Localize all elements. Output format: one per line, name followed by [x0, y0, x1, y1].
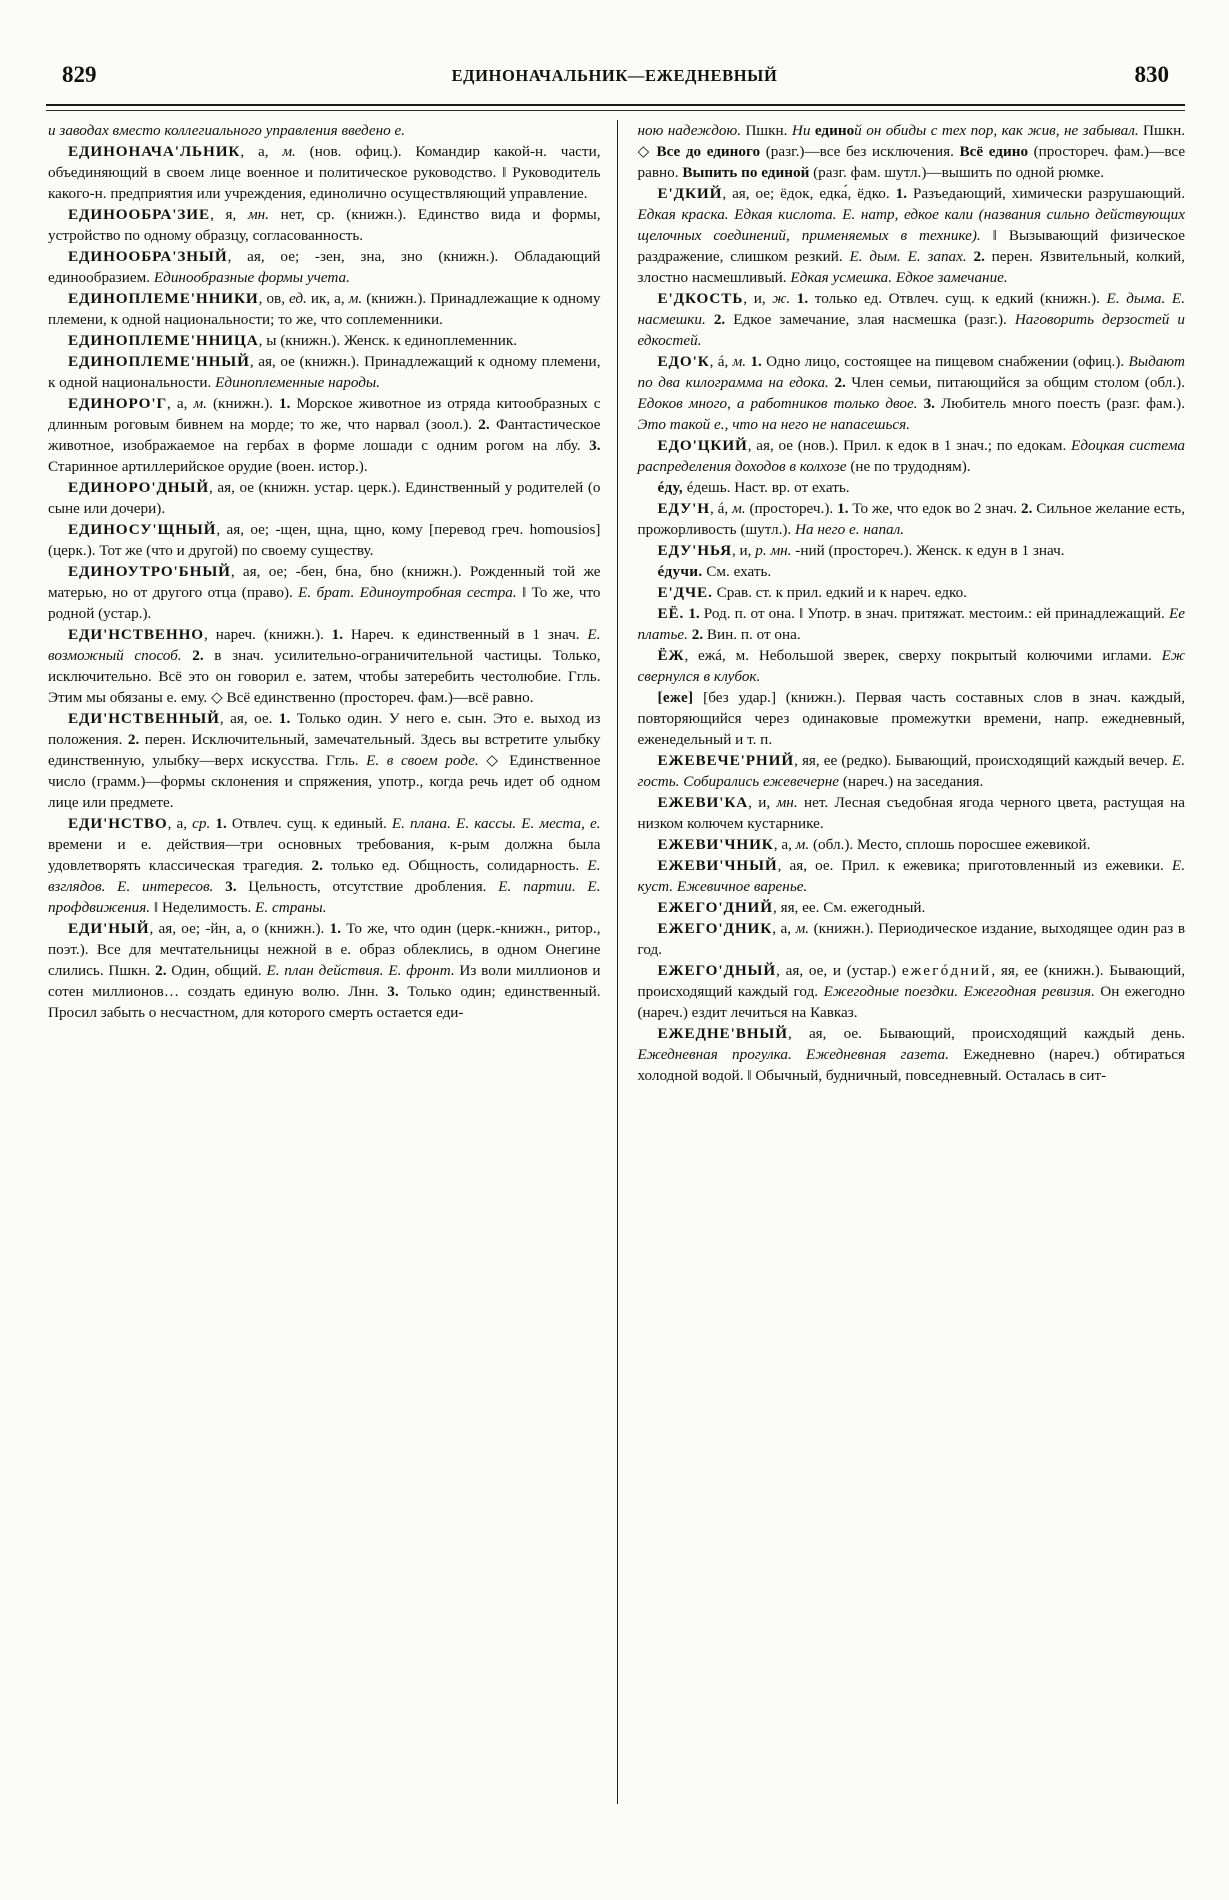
entry-headword: ЕЖЕВИ'КА — [657, 794, 749, 811]
entry-headword: ЕДИНООБРА'ЗИЕ — [68, 206, 211, 223]
entry-headword: ЕДИ'НЫЙ — [68, 920, 150, 937]
dictionary-entry — [48, 246, 601, 288]
dictionary-entry — [638, 792, 1186, 834]
dictionary-entry — [638, 960, 1186, 1023]
dictionary-entry — [638, 645, 1186, 687]
dictionary-entry — [638, 582, 1186, 603]
entry-headword: ЕЖЕГО'ДНИК — [657, 920, 773, 937]
entry-definition: , нареч. (книжн.). 1. Нареч. к единственный в 1 знач. Е. возможный способ. 2. в знач. усилительно-ограничительной частицы. Только, исключительно. Всё это он говорил е. затем, чтобы затеребить честолюбие. Ггль. Этим мы обязаны е. ему. ◇ Всё единственно (простореч. фам.)—всё равно. — [48, 626, 601, 706]
dictionary-entry — [638, 477, 1186, 498]
entry-definition: , ая, ое (книжн. устар. церк.). Единственный у родителей (о сыне или дочери). — [48, 479, 601, 517]
entry-headword: ЕДИНОРО'ДНЫЙ — [68, 479, 210, 496]
dictionary-entry — [638, 183, 1186, 288]
dictionary-entry — [48, 813, 601, 918]
dictionary-entry — [638, 351, 1186, 435]
running-head-title: ЕДИНОНАЧАЛЬНИК—ЕЖЕДНЕВНЫЙ — [451, 66, 778, 85]
entry-headword: ЕЖЕВИ'ЧНИК — [657, 836, 774, 853]
entry-definition: , ая, ое; -йн, а, о (книжн.). 1. То же, что один (церк.-книжн., ритор., поэт.). Все для мечтательницы нежной в е. образ облеклись, в одном Онегине слились. Пшкн. 2. Один, общий. Е. план действия. Е. фронт. Из воли миллионов и сотен миллионов… создать единую волю. Лнн. 3. Только один; единственный. Просил забыть о несчастном, для которого смерть остается еди- — [48, 920, 601, 1021]
text-columns — [48, 120, 1185, 1804]
entry-definition: éдешь. Наст. вр. от ехать. — [683, 479, 850, 496]
entry-headword: ЕДИНОСУ'ЩНЫЙ — [68, 521, 217, 538]
entry-headword: Е'ДКИЙ — [657, 185, 723, 202]
run-on-paragraph: ною надеждою. Пшкн. Ни единой он обиды с тех пор, как жив, не забывал. Пшкн. ◇ Все до единого (разг.)—все без исключения. Всё едино (простореч. фам.)—все равно. Выпить по единой (разг. фам. шутл.)—вышить по одной рюмке. — [637, 122, 1186, 181]
entry-definition: , а, м. (книжн.). 1. Морское животное из отряда китообразных с длинным роговым бивнем на морде; то же, что нарвал (зоол.). 2. Фантастическое животное, изображаемое на гербах в форме лошади с одним рогом на лбу. 3. Старинное артиллерийское орудие (воен. истор.). — [48, 395, 601, 475]
entry-definition: 1. Род. п. от она. ‖ Употр. в знач. притяжат. местоим.: ей принадлежащий. Ее платье. 2. Вин. п. от она. — [637, 605, 1185, 643]
entry-definition: Срав. ст. к прил. едкий и к нареч. едко. — [712, 584, 967, 601]
entry-headword: ЕЖЕВИ'ЧНЫЙ — [657, 857, 778, 874]
header-rule — [46, 104, 1185, 111]
dictionary-entry — [48, 330, 601, 351]
folio-right: 830 — [1134, 62, 1169, 87]
entry-headword: ЕДИНОПЛЕМЕ'ННИКИ — [68, 290, 259, 307]
entry-headword: ЕЖЕГО'ДНЫЙ — [657, 962, 777, 979]
running-head — [56, 62, 1173, 96]
entry-definition: , ая, ое; -зен, зна, зно (книжн.). Обладающий единообразием. Единообразные формы учета. — [48, 248, 601, 286]
dictionary-entry — [48, 477, 601, 519]
run-on-paragraph: и заводах вместо коллегиального управления введено е. — [48, 122, 406, 139]
entry-definition: , ежá, м. Небольшой зверек, сверху покрытый колючими иглами. Еж свернулся в клубок. — [637, 647, 1185, 685]
entry-definition: [без удар.] (книжн.). Первая часть составных слов в знач. каждый, повторяющийся через одинаковые промежутки времени, напр. ежедневный, еженедельный и т. п. — [637, 689, 1185, 748]
entry-definition: , á, м. 1. Одно лицо, состоящее на пищевом снабжении (офиц.). Выдают по два килограмма на едока. 2. Член семьи, питающийся за общим столом (обл.). Едоков много, а работников только двое. 3. Любитель много поесть (разг. фам.). Это такой е., что на него не напасешься. — [637, 353, 1186, 433]
dictionary-entry — [638, 897, 1186, 918]
dictionary-entry — [48, 918, 601, 1023]
entry-headword: ЁЖ — [657, 647, 685, 664]
entry-definition: , ы (книжн.). Женск. к единоплеменник. — [258, 332, 518, 349]
entry-definition: , а, м. (нов. офиц.). Командир какой-н. части, объединяющий в своем лице военное и политическое руководство. ‖ Руководитель какого-н. предприятия или учреждения, единолично осуществляющий управление. — [48, 143, 601, 202]
entry-headword: ЕДИНООБРА'ЗНЫЙ — [68, 248, 228, 265]
entry-headword: ЕДО'ЦКИЙ — [657, 437, 748, 454]
entry-definition: , яя, ее (редко). Бывающий, происходящий каждый вечер. Е. гость. Собирались ежевечерне (нареч.) на заседания. — [637, 752, 1185, 790]
entry-headword: ЕДИНОНАЧА'ЛЬНИК — [68, 143, 241, 160]
entry-headword: ЕДИНОРО'Г — [68, 395, 168, 412]
dictionary-entry — [48, 561, 601, 624]
column-right — [617, 120, 1186, 1804]
entry-definition: , а, ср. 1. Отвлеч. сущ. к единый. Е. плана. Е. кассы. Е. места, е. времени и е. действия—три основных требования, к-рым должна была удовлетворять классическая трагедия. 2. только ед. Общность, солидарность. Е. взглядов. Е. интересов. 3. Цельность, отсутствие дробления. Е. партии. Е. профдвижения. ‖ Неделимость. Е. страны. — [48, 815, 601, 916]
entry-definition: , и, мн. нет. Лесная съедобная ягода черного цвета, растущая на низком колючем кустарнике. — [637, 794, 1185, 832]
dictionary-entry — [638, 540, 1186, 561]
column-left — [48, 120, 617, 1804]
entry-headword: ЕЖЕДНЕ'ВНЫЙ — [657, 1025, 788, 1042]
entry-definition: , ая, ое. Прил. к ежевика; приготовленный из ежевики. Е. куст. Ежевичное варенье. — [637, 857, 1185, 895]
entry-definition: , ая, ое. Бывающий, происходящий каждый день. Ежедневная прогулка. Ежедневная газета. Ежедневно (нареч.) обтираться холодной водой. ‖ Обычный, будничный, повседневный. Осталась в сит- — [637, 1025, 1185, 1084]
dictionary-entry — [48, 141, 601, 204]
entry-definition: , á, м. (простореч.). 1. То же, что едок во 2 знач. 2. Сильное желание есть, прожорливость (шутл.). На него е. напал. — [637, 500, 1186, 538]
entry-definition: , ов, ед. ик, а, м. (книжн.). Принадлежащие к одному племени, к одной национальности; то же, что соплеменники. — [48, 290, 601, 328]
entry-headword: ЕЖЕВЕЧЕ'РНИЙ — [657, 752, 795, 769]
entry-definition: , а, м. (книжн.). Периодическое издание, выходящее один раз в год. — [637, 920, 1185, 958]
dictionary-entry — [638, 855, 1186, 897]
entry-definition: , и, р. мн. -ний (простореч.). Женск. к едун в 1 знач. — [731, 542, 1065, 559]
entry-headword: éдучи. — [657, 563, 703, 580]
entry-headword: ЕДИ'НСТВО — [68, 815, 168, 832]
entry-headword: ЕДИНОПЛЕМЕ'ННЫЙ — [68, 353, 250, 370]
entry-headword: Е'ДКОСТЬ — [657, 290, 744, 307]
entry-headword: ЕДИ'НСТВЕННЫЙ — [68, 710, 220, 727]
folio-left: 829 — [62, 62, 97, 87]
dictionary-entry — [638, 288, 1186, 351]
entry-definition: , яя, ее. См. ежегодный. — [772, 899, 926, 916]
entry-headword: Е'ДЧЕ. — [657, 584, 713, 601]
dictionary-entry — [638, 435, 1186, 477]
dictionary-entry — [48, 288, 601, 330]
dictionary-entry — [638, 1023, 1186, 1086]
entry-headword: ЕДИНОПЛЕМЕ'ННИЦА — [68, 332, 259, 349]
entry-headword: éду, — [657, 479, 683, 496]
dictionary-entry — [48, 708, 601, 813]
dictionary-entry — [638, 834, 1186, 855]
entry-definition: , ая, ое; -бен, бна, бно (книжн.). Рожденный той же матерью, но от другого отца (право). Е. брат. Единоутробная сестра. ‖ То же, что родной (устар.). — [48, 563, 601, 622]
dictionary-entry — [48, 519, 601, 561]
entry-definition: , а, м. (обл.). Место, сплошь поросшее ежевикой. — [773, 836, 1091, 853]
dictionary-entry — [638, 750, 1186, 792]
dictionary-entry — [638, 498, 1186, 540]
entry-headword: ЕДИНОУТРО'БНЫЙ — [68, 563, 231, 580]
dictionary-entry — [638, 687, 1186, 750]
entry-definition: , ая, ое (книжн.). Принадлежащий к одному племени, к одной национальности. Единоплеменные народы. — [48, 353, 601, 391]
entry-headword: ЕДУ'Н — [657, 500, 710, 517]
entry-definition: , ая, ое; -щен, щна, щно, кому [перевод греч. homousios] (церк.). Тот же (что и другой) по своему существу. — [48, 521, 601, 559]
entry-definition: , ая, ое (нов.). Прил. к едок в 1 знач.; по едокам. Едоцкая система распределения доходов в колхозе (не по трудодням). — [637, 437, 1185, 475]
dictionary-entry — [48, 351, 601, 393]
dictionary-entry — [48, 393, 601, 477]
entry-definition: , ая, ое, и (устар.) ежегóдний, яя, ее (книжн.). Бывающий, происходящий каждый год. Ежегодные поездки. Ежегодная ревизия. Он ежегодно (нареч.) ездит лечиться на Кавказ. — [637, 962, 1186, 1021]
dictionary-entry — [638, 561, 1186, 582]
entry-definition: , ая, ое. 1. Только один. У него е. сын. Это е. выход из положения. 2. перен. Исключительный, замечательный. Здесь вы встретите улыбку единственную, улыбку—верх искусства. Ггль. Е. в своем роде. ◇ Единственное число (грамм.)—формы склонения и спряжения, употр., когда речь идет об одном лице или предмете. — [48, 710, 601, 811]
dictionary-entry — [48, 624, 601, 708]
entry-headword: ЕЁ. — [657, 605, 685, 622]
entry-definition: , ая, ое; ёдок, едка́, ёдко. 1. Разъедающий, химически разрушающий. Едкая краска. Едкая кислота. Е. натр, едкое кали (названия сильно действующих щелочных соединений, применяемых в технике). ‖ Вызывающий физическое раздражение, слишком резкий. Е. дым. Е. запах. 2. перен. Язвительный, колкий, злостно насмешливый. Едкая усмешка. Едкое замечание. — [637, 185, 1186, 286]
entry-headword: ЕЖЕГО'ДНИЙ — [657, 899, 773, 916]
entry-headword: ЕДИ'НСТВЕННО — [68, 626, 205, 643]
dictionary-entry — [638, 918, 1186, 960]
entry-definition: См. ехать. — [702, 563, 772, 580]
entry-headword: ЕДУ'НЬЯ — [657, 542, 732, 559]
entry-headword: ЕДО'К — [657, 353, 710, 370]
entry-definition: , я, мн. нет, ср. (книжн.). Единство вида и формы, устройство по одному образцу, согласованность. — [48, 206, 601, 244]
dictionary-entry — [48, 204, 601, 246]
entry-headword: [еже] — [657, 689, 694, 706]
dictionary-entry — [638, 603, 1186, 645]
entry-definition: , и, ж. 1. только ед. Отвлеч. сущ. к едкий (книжн.). Е. дыма. Е. насмешки. 2. Едкое замечание, злая насмешка (разг.). Наговорить дерзостей и едкостей. — [637, 290, 1186, 349]
